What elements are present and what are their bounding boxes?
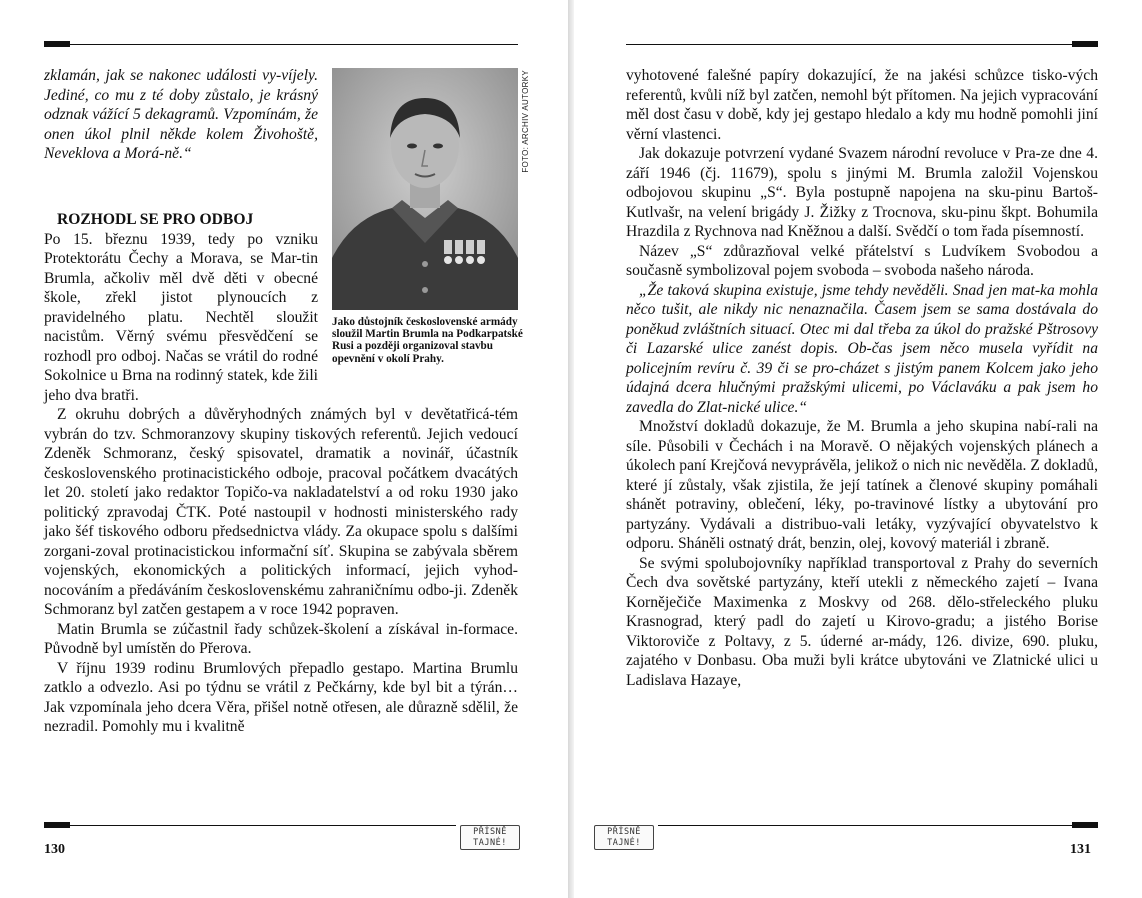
section-column xyxy=(44,210,318,405)
quote-continuation xyxy=(44,66,318,164)
portrait-illustration xyxy=(332,68,518,310)
photo-caption: Jako důstojník československé armády sloužil Martin Brumla na Podkarpatské Rusi a později organizoval stavbu opevnění v okolí Prahy. xyxy=(332,316,523,365)
bottom-rule xyxy=(658,825,1098,826)
right-quote: „Že taková skupina existuje, jsme tehdy nevěděli. Snad jen mat-ka mohla něco tušit, ale nikdy nic nenaznačila. Časem jsem se sama dostávala do poněkud zvláštních situací. Otec mi dal třeba za úkol do pražské Pštrosovy či Lazarské ulice zanést dopis. Ob-čas jsem něco musela vyřídit na policejním revíru č. 39 či se pro-cházet s jistým panem Kolcem jako jeho údajná dcera hlučnými pražskými ulicemi, po Václaváku a pak jsem ho zavedla do Zlat-nické ulice.“ xyxy=(626,281,1098,416)
bottom-rule xyxy=(44,825,456,826)
right-paragraph-2: Jak dokazuje potvrzení vydané Svazem národní revoluce v Pra-ze dne 4. září 1946 (čj. 11679), spolu s jinými M. Brumla založil Vojenskou odbojovou skupinu „S“. Byla postupně napojena na sku-pinu Bartoš-Kutlvašr, na velení brigády J. Žižky z Trocnova, sku-pinu škpt. Bohumila Hrazdila z Rychnova nad Kněžnou a další. Svědčí o tom řada písemností. xyxy=(626,145,1098,240)
portrait-photo xyxy=(332,68,518,310)
right-paragraph-3: Název „S“ zdůrazňoval velké přátelství s Ludvíkem Svobodou a současně symbolizoval pojem svoboda – svoboda našeho národa. xyxy=(626,242,1098,279)
section-paragraph: Po 15. březnu 1939, tedy po vzniku Protektorátu Čechy a Morava, se Mar-tin Brumla, ačkoliv měl dvě děti v obecné škole, zřekl jistot plynoucích z pravidelného platu. Nechtěl sloužit nacistům. Věrný svému přesvědčení se rozhodl pro odboj. Načas se vrátil do rodné Sokolnice u Brna na rodinný statek, kde žili jeho dva bratři. xyxy=(44,230,318,404)
left-page xyxy=(0,0,568,898)
left-body xyxy=(44,405,518,737)
bottom-rule-block xyxy=(1072,822,1098,828)
top-secret-stamp xyxy=(460,825,520,850)
top-rule-block xyxy=(1072,41,1098,47)
bottom-rule-block xyxy=(44,822,70,828)
quote-continuation-text: zklamán, jak se nakonec události vy-víjely. Jediné, co mu z té doby zůstalo, je krásný odznak vážící 5 dekagramů. Vzpomínám, že onen úkol plnil někde kolem Živohoště, Neveklova a Morá-ně.“ xyxy=(44,67,318,162)
page-number-left: 130 xyxy=(44,842,65,857)
stamp-line-2: TAJNÉ! xyxy=(607,837,641,848)
right-page xyxy=(574,0,1142,898)
right-paragraph-4: Množství dokladů dokazuje, že M. Brumla a jeho skupina nabí-rali na síle. Působili v Čechách i na Moravě. O nějakých vojenských plánech a úkolech paní Krejčová nevyprávěla, jelikož o nich nic nevěděla. Z dokladů, které jí zůstaly, však zjistila, že její tatínek a členové skupiny pomáhali shánět potraviny, oblečení, léky, po-travinové lístky a ubytování pro partyzány. Vydávali a distribuo-vali letáky, vyzývající obyvatelstvo k odporu. Sháněli ostnatý drát, benzin, olej, kovový materiál i zbraně. xyxy=(626,418,1098,552)
left-paragraph-3: V říjnu 1939 rodinu Brumlových přepadlo gestapo. Martina Brumlu zatklo a odvezlo. Asi po týdnu se vrátil z Pečkárny, kde byl bit a týrán… Jak vzpomínala jeho dcera Věra, přišel notně otřesen, ale důrazně sdělil, že nezradil. Pomohly mu i kvalitně xyxy=(44,659,518,735)
top-secret-stamp xyxy=(594,825,654,850)
top-rule xyxy=(626,44,1098,45)
stamp-line-1: PŘÍSNĚ xyxy=(473,827,507,837)
section-heading: ROZHODL SE PRO ODBOJ xyxy=(57,211,254,228)
right-paragraph-5: Se svými spolubojovníky například transportoval z Prahy do severních Čech dva sovětské partyzány, kteří utekli z německého zajetí – Ivana Korněječiče Maximenka z Moskvy od 268. dělo-střeleckého pluku Krasnograd, který padl do zajetí u Kirovo-gradu; a jistého Borise Viktoroviče z Poltavy, z 5. úderné ar-mády, 126. divize, 690. pluku, zajatého v Donbasu. Oba muži byli krátce ubytováni ve Zlatnické ulici u Ladislava Hazaye, xyxy=(626,554,1098,689)
stamp-line-1: PŘÍSNĚ xyxy=(607,827,641,837)
top-rule-block xyxy=(44,41,70,47)
photo-credit: FOTO: ARCHIV AUTORKY xyxy=(521,70,530,173)
page-number-right: 131 xyxy=(1070,842,1091,857)
right-body xyxy=(626,66,1098,690)
right-paragraph-1: vyhotovené falešné papíry dokazující, že na jakési schůzce tisko-vých referentů, kvůli níž byl zatčen, nemohl být přítomen. Na jejich vypracování měl dost času v době, kdy jej gestapo hledalo a kdy mu hodně pomohli jiní věrní vlastenci. xyxy=(626,67,1098,143)
top-rule xyxy=(44,44,518,45)
left-paragraph-1: Z okruhu dobrých a důvěryhodných známých byl v devětatřicá-tém vybrán do tzv. Schmoranzovy skupiny tiskových referentů. Jejich vedoucí Zdeněk Schmoranz, český spisovatel, dramatik a novinář, účastník československého protinacistického odboje, pracoval počátkem dvacátých let 20. století jako redaktor Topičo-va nakladatelství a od roku 1930 jako politický zpravodaj ČTK. Poté nastoupil v hodnosti ministerského rady jako šéf tiskového odboru předsednictva vlády. Za okupace spolu s dalšími zorgani-zoval protinacistickou informační síť. Skupina se zabývala sběrem vojenských, ekonomických a politických informací, jejich vyhod-nocováním a předáváním československému zahraničnímu odbo-ji. Zdeněk Schmoranz byl zatčen gestapem a v roce 1942 popraven. xyxy=(44,406,518,618)
stamp-line-2: TAJNÉ! xyxy=(473,837,507,848)
left-paragraph-2: Matin Brumla se zúčastnil řady schůzek-školení a získával in-formace. Původně byl umístěn do Přerova. xyxy=(44,620,518,657)
